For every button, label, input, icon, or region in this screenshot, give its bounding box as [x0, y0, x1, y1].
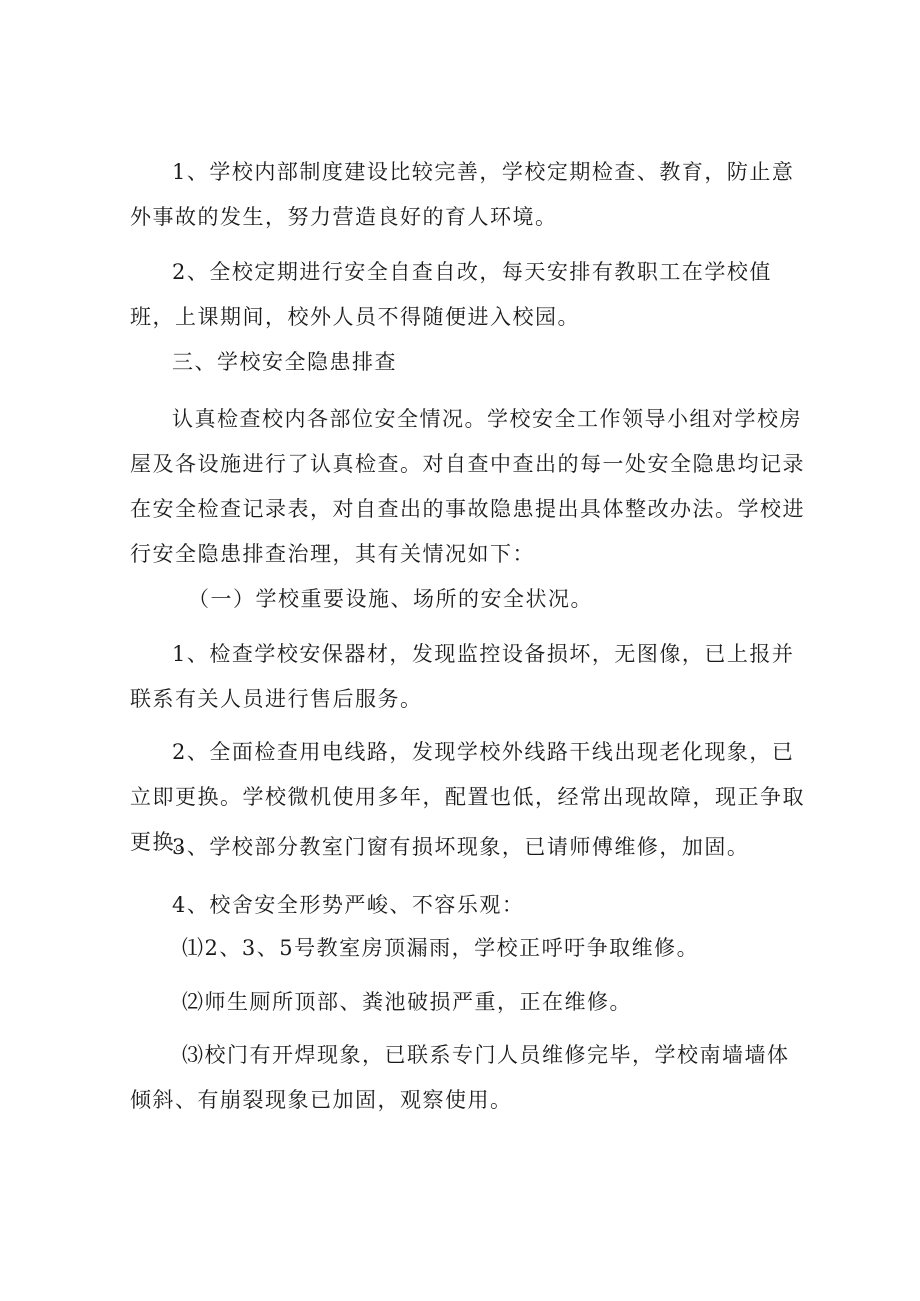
- paragraph-security-equipment: 1、检查学校安保器材，发现监控设备损坏，无图像，已上报并联系有关人员进行售后服务。: [130, 642, 795, 711]
- paragraph-electrical-lines: 2、全面检查用电线路，发现学校外线路干线出现老化现象，已立即更换。学校微机使用多年，配置也低，经常出现故障，现正争取更换。: [130, 740, 805, 854]
- paragraph-rules-system: 1、学校内部制度建设比较完善，学校定期检查、教育，防止意外事故的发生，努力营造良好的育人环境。: [130, 160, 795, 229]
- list-item-toilet-repair: ⑵师生厕所顶部、粪池破损严重，正在维修。: [182, 990, 632, 1014]
- list-item-roof-leak: ⑴2、3、5号教室房顶漏雨，学校正呼吁争取维修。: [182, 936, 700, 960]
- subsection-heading-facilities: （一）学校重要设施、场所的安全状况。: [188, 587, 593, 611]
- section-heading-hazard-check: 三、学校安全隐患排查: [172, 350, 397, 374]
- list-item-gate-wall: ⑶校门有开焊现象，已联系专门人员维修完毕，学校南墙墙体倾斜、有崩裂现象已加固，观察使用。: [130, 1043, 790, 1112]
- paragraph-doors-windows: 3、学校部分教室门窗有损坏现象，已请师傅维修，加固。: [172, 835, 750, 859]
- paragraph-building-safety: 4、校舍安全形势严峻、不容乐观：: [172, 893, 525, 917]
- paragraph-self-inspection: 2、全校定期进行安全自查自改，每天安排有教职工在学校值班，上课期间，校外人员不得随便进入校园。: [130, 260, 772, 329]
- paragraph-inspection-overview: 认真检查校内各部位安全情况。学校安全工作领导小组对学校房屋及各设施进行了认真检查。对自查中查出的每一处安全隐患均记录在安全检查记录表，对自查出的事故隐患提出具体整改办法。学校进行安全隐患排查治理，其有关情况如下：: [130, 407, 805, 566]
